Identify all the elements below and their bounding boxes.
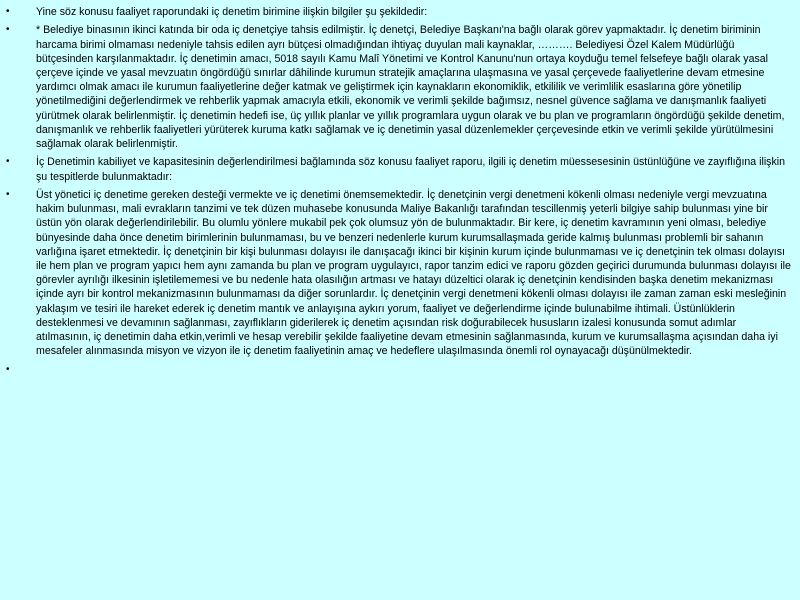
paragraph-capacity: İç Denetimin kabiliyet ve kapasitesinin değerlendirilmesi bağlamında söz konusu faaliyet raporu, ilgili iç denetim müessesesinin üstünlüğüne ve zayıflığına ilişkin şu tespitlerde bulunmaktadır: — [36, 156, 786, 183]
bullet-icon: • — [6, 363, 10, 375]
bullet-icon: • — [6, 189, 10, 200]
paragraph-intro: Yine söz konusu faaliyet raporundaki iç denetim birimine ilişkin bilgiler şu şekildedir: — [36, 6, 428, 18]
paragraph-assessment: Üst yönetici iç denetime gereken desteği vermekte ve iç denetimi önemsemektedir. İç denetçinin vergi denetmeni kökenli olması nedeniyle vergi mevzuatına hakim bulunması, mali evrakların tanzimi ve tek düzen muhasebe konusunda Maliye Bakanlığı tarafından tescillenmiş yeterli bilgiye sahip bulunması yine bir üstün yön olarak değerlendirilebilir. Bu olumlu yönlere mukabil pek çok olumsuz yön de bulunmaktadır. Bir kere, iç denetim kavramının yeni olması, belediye bünyesinde daha önce denetim birimlerinin bulunmaması, bu ve benzeri nedenlerle kurum kurumsallaşmada geride kalmış bulunması problemli bir sahanın varlığına işaret etmektedir. İç denetçinin bir kişi bulunması dolayısı ile danışacağı ikinci bir kişinin kurum içinde bulunmaması ve iç denetçinin tek olması dolayısı ile hem plan ve program yapıcı hem aynı zamanda bu plan ve program uygulayıcı, rapor tanzim edici ve raporu gözden geçirici durumunda bulunması dolayısı ile görevler ayrılığı ilkesinin işletilememesi ve bu nedenle hata olasılığın artması ve hatayı düzeltici olarak iç denetçinin kendisinden başka denetim mekanizması içinde ayrı bir kontrol mekanizmasının bulunmaması da diğer sorunlardır. İç denetçinin vergi denetmeni kökenli olması dolayısı ile zaman zaman eski mesleğinin yaklaşım ve tesiri ile hareket ederek iç denetim mantık ve anlayışına aykırı yorum, faaliyet ve değerlendirme içinde bulunabilme ihtimali. Üstünlüklerin desteklenmesi ve devamının sağlanması, zayıflıkların giderilerek iç denetim açısından risk doğurabilecek hususların izalesi konusunda somut adımlar atılmasının, iç denetimin daha etkin,verimli ve hesap verebilir şekilde faaliyetine devam etmesinin sağlanmasında, kurum ve kurumsallaşma açısından daha iyi mesafeler alınmasında misyon ve vizyon ile iç denetim faaliyetinin amaç ve hedeflere ulaşılmasında önemli rol oynayacağı düşünülmektedir. — [36, 189, 791, 358]
bullet-icon: • — [6, 156, 10, 168]
bullet-icon: • — [6, 24, 10, 36]
bullet-list — [6, 5, 792, 375]
bullet-item-assessment — [6, 188, 792, 358]
bullet-icon: • — [6, 6, 10, 17]
paragraph-office: * Belediye binasının ikinci katında bir oda iç denetçiye tahsis edilmiştir. İç denetçi, Belediye Başkanı'na bağlı olarak görev yapmaktadır. İç denetim biriminin harcama birimi olmaması nedeniyle tahsis edilen ayrı bütçesi olmadığından ihtiyaç duyulan mali kaynaklar, ………. Belediyesi Özel Kalem Müdürlüğü bütçesinden karşılanmaktadır. İç denetimin amacı, 5018 sayılı Kamu Malî Yönetimi ve Kontrol Kanunu'nun ortaya koyduğu temel felsefeye bağlı olarak yasal çerçeve içinde ve yasal mevzuatın öngördüğü sınırlar dâhilinde kurumun stratejik amaçlarına ulaşmasına ve yasal çerçevede faaliyetlerine devam etmesine yardımcı olmak amacı ile kurumun faaliyetlerine değer katmak ve geliştirmek için kaynakların ekonomiklik, etkililik ve verimlilik esaslarına göre yönetilip yönetilmediğini değerlendirmek ve rehberlik yapmak amacıyla etkili, ekonomik ve verimli şekilde bağımsız, nesnel güvence sağlama ve danışmanlık faaliyeti yürütmek olarak belirlenmiştir. İç denetimin hedefi ise, üç yıllık planlar ve yıllık programlara uygun olarak ve bu plan ve programların öngördüğü şekilde denetim, danışmanlık ve rehberlik faaliyetleri yürüterek kuruma katkı sağlamak ve iç denetimin yasal düzenlemekler çerçevesinde etkin ve verimli şekilde yürütülmesini sağlamak olarak belirlenmiştir. — [36, 24, 785, 151]
bullet-item-capacity — [6, 155, 792, 183]
bullet-item-intro — [6, 5, 792, 19]
bullet-item-office — [6, 23, 792, 151]
